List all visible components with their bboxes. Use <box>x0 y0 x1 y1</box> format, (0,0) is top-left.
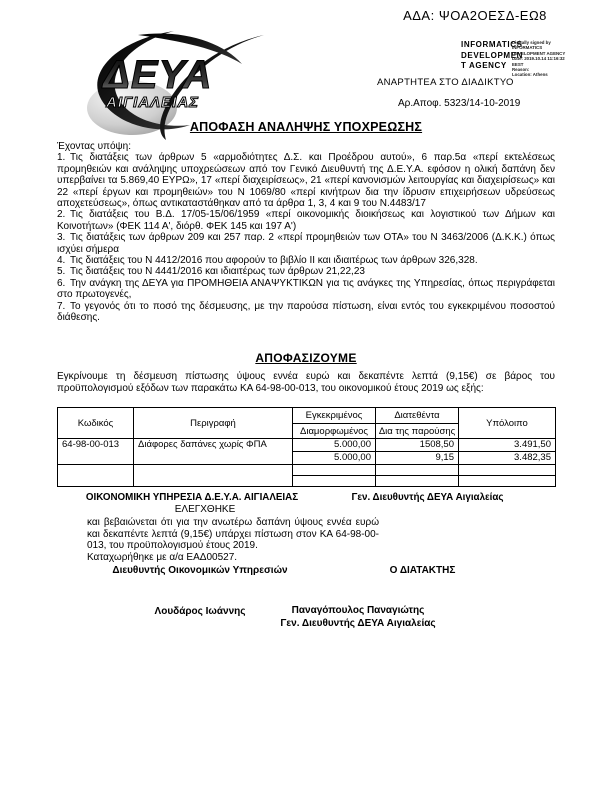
general-director-name-sub: Γεν. Διευθυντής ΔΕΥΑ Αιγιαλείας <box>280 618 436 629</box>
col-header-allocated: Διατεθέντα <box>376 408 459 424</box>
general-director-name: Παναγόπουλος Παναγιώτης <box>291 605 425 616</box>
logo-text-aigialeias: ΑΙΓΙΑΛΕΙΑΣ <box>106 94 200 111</box>
preamble-item <box>57 255 555 266</box>
col-subheader-approved: Διαμορφωμένος <box>293 424 376 439</box>
sig-line: EEST <box>512 61 524 67</box>
cell-empty <box>459 476 556 487</box>
preamble-item <box>57 232 555 255</box>
item-text: Το γεγονός ότι το ποσό της δέσμευσης, με την παρούσα πίστωση, είναι εντός του εγκεκριμένου ποσοστού διάθεσης. <box>57 300 555 324</box>
col-header-approved: Εγκεκριμένος <box>293 408 376 424</box>
cell-approved-2: 5.000,00 <box>293 452 376 465</box>
agency-line: DEVELOPMEN <box>461 50 524 60</box>
preamble-item <box>57 152 555 209</box>
preamble-section <box>57 141 555 324</box>
col-header-code: Κωδικός <box>58 408 134 439</box>
item-number: 6. <box>57 277 66 289</box>
finance-dept-title: ΟΙΚΟΝΟΜΙΚΗ ΥΠΗΡΕΣΙΑ Δ.Ε.Υ.Α. ΑΙΓΙΑΛΕΙΑΣ <box>85 492 299 503</box>
preamble-intro: Έχοντας υπόψη: <box>57 141 131 152</box>
cell-empty <box>134 465 293 487</box>
general-director-name-block <box>260 604 456 630</box>
general-director-title: Γεν. Διευθυντής ΔΕΥΑ Αιγιαλείας <box>351 492 504 503</box>
col-header-description: Περιγραφή <box>134 408 293 439</box>
cell-description: Διάφορες δαπάνες χωρίς ΦΠΑ <box>134 439 293 465</box>
sig-line: Date: 2019.10.14 11:16:32 <box>512 56 565 62</box>
agency-line: INFORMATICS <box>461 40 523 49</box>
cell-allocated-2: 9,15 <box>376 452 459 465</box>
sig-line: DEVELOPMENT AGENCY <box>512 50 566 56</box>
digital-signature-details <box>512 40 610 78</box>
item-text: Τις διατάξεις του Β.Δ. 17/05-15/06/1959 «περί οικονομικής διοικήσεως και λογιστικού των Δήμων και Κοινοτήτων» (ΦΕΚ 114 Α', διόρθ. ΦΕΚ 145 και 197 Α') <box>57 209 555 232</box>
preamble-item <box>57 266 555 277</box>
internet-publication-note: ΑΝΑΡΤΗΤΕΑ ΣΤΟ ΔΙΑΔΙΚΤΥΟ <box>377 77 514 88</box>
cell-empty <box>293 465 376 476</box>
checked-label: ΕΛΕΓΧΘΗΚΕ <box>174 504 236 515</box>
cell-empty <box>58 465 134 487</box>
budget-table-grid <box>57 407 556 487</box>
agency-line: T AGENCY <box>461 61 507 70</box>
item-text: Την ανάγκη της ΔΕΥΑ για ΠΡΟΜΗΘΕΙΑ ΑΝΑΨΥΚΤΙΚΩΝ για τις ανάγκες της Υπηρεσίας, όπως περιγράφεται στο πρωτογενές, <box>57 277 555 301</box>
registration-note: Καταχωρήθηκε με α/α ΕΑΔ00527. <box>87 552 238 563</box>
preamble-item <box>57 301 555 324</box>
item-text: Τις διατάξεις του Ν 4412/2016 που αφορούν το βιβλίο ΙΙ και ιδιαιτέρως των άρθρων 326,328. <box>70 255 478 267</box>
finance-director-role: Διευθυντής Οικονομικών Υπηρεσιών <box>112 565 288 576</box>
item-number: 4. <box>57 255 66 267</box>
cell-empty <box>376 476 459 487</box>
cell-balance-1: 3.491,50 <box>459 439 556 452</box>
budget-table <box>57 407 555 487</box>
item-number: 3. <box>57 232 66 244</box>
sig-line: Reason: <box>512 67 530 73</box>
item-number: 7. <box>57 300 66 312</box>
cell-code: 64-98-00-013 <box>58 439 134 465</box>
item-number: 2. <box>57 209 66 221</box>
cell-empty <box>459 465 556 476</box>
preamble-item <box>57 278 555 301</box>
col-subheader-allocated: Δια της παρούσης <box>376 424 459 439</box>
item-number: 5. <box>57 266 66 278</box>
certification-text: και βεβαιώνεται ότι για την ανωτέρω δαπάνη ύψους εννέα ευρώ και δεκαπέντε λεπτά (9,15€) υπάρχει πίστωση στον ΚΑ 64-98-00-013, του προϋπολογισμού έτους 2019. <box>87 517 379 552</box>
item-number: 1. <box>57 152 66 164</box>
ada-code: ΑΔΑ: ΨΟΑ2ΟΕΣΔ-ΕΩ8 <box>403 8 547 23</box>
sig-line: INFORMATICS <box>512 45 543 51</box>
col-header-balance: Υπόλοιπο <box>459 408 556 439</box>
decision-number: Αρ.Αποφ. 5323/14-10-2019 <box>398 98 521 109</box>
cell-approved-1: 5.000,00 <box>293 439 376 452</box>
cell-allocated-1: 1508,50 <box>376 439 459 452</box>
finance-director-name: Λουδάρος Ιωάννης <box>154 606 246 617</box>
logo-text-deya: ΔΕΥΑ <box>103 53 213 97</box>
item-text: Τις διατάξεις των άρθρων 5 «αρμοδιότητες Δ.Σ. και Προέδρου αυτού», 6 παρ.5α «περί εκτελέσεως προμηθειών και ανάληψης υποχρεώσεων από τον Γενικό Διευθυντή της Δ.Ε.Υ.Α. εφόσον η ολική δαπάνη δεν υπερβαίνει τα 5.869,40 ΕΥΡΩ», 17 «περί διαχειρίσεως», 21 «περί κανονισμών λειτουργίας και διαχειρίσεως» και 22 «περί έργων και προμηθειών» του Ν 1069/80 «περί κινήτρων δια την ίδρυσιν επιχειρήσεων υδρεύσεως αποχετεύσεως», όπως αντικαταστάθηκαν από τα άρθρα 1, 3, 4 και 9 του Ν.4483/17 <box>57 152 555 210</box>
document-title: ΑΠΟΦΑΣΗ ΑΝΑΛΗΨΗΣ ΥΠΟΧΡΕΩΣΗΣ <box>189 120 423 134</box>
sig-line: Location: Athens <box>512 72 548 78</box>
cell-empty <box>293 476 376 487</box>
sig-line: Digitally signed by <box>512 40 551 45</box>
preamble-item <box>57 209 555 232</box>
item-text: Τις διατάξεις των άρθρων 209 και 257 παρ. 2 «περί προμηθειών των ΟΤΑ» του Ν 3463/2006 (Δ.Κ.Κ.) όπως ισχύει σήμερα <box>57 232 555 255</box>
decision-text: Εγκρίνουμε τη δέσμευση πίστωσης ύψους εννέα ευρώ και δεκαπέντε λεπτά (9,15€) σε βάρος του προϋπολογισμού εξόδων των παρακάτω ΚΑ 64-98-00-013, του οικονομικού έτους 2019 ως εξής: <box>57 371 555 394</box>
cell-balance-2: 3.482,35 <box>459 452 556 465</box>
authorizing-officer-label: Ο ΔΙΑΤΑΚΤΗΣ <box>389 565 456 576</box>
cell-empty <box>376 465 459 476</box>
item-text: Τις διατάξεις του Ν 4441/2016 και ιδιαιτέρως των άρθρων 21,22,23 <box>70 266 365 278</box>
decision-heading: ΑΠΟΦΑΣΙΖΟΥΜΕ <box>255 351 357 365</box>
